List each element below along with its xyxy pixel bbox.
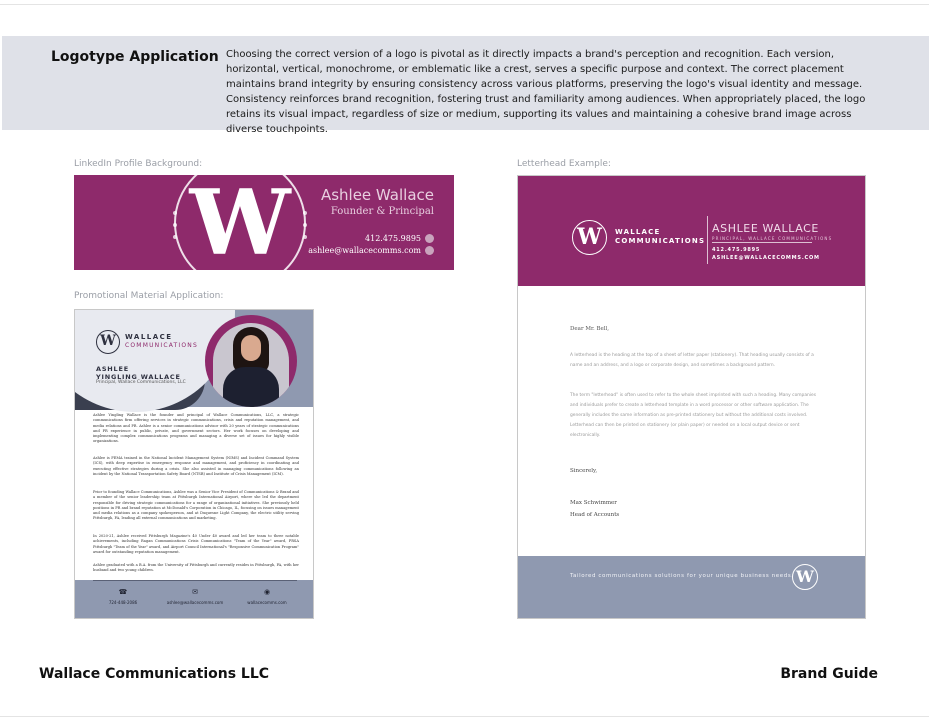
decor-dot xyxy=(303,235,307,239)
letterhead-tagline: Tailored communications solutions for your unique business needs. xyxy=(570,573,794,579)
letter-paragraph: A letterhead is the heading at the top of a sheet of letter paper (stationery). That heading usually consists of a name and an address, and a logo or corporate design, and sometimes a background pattern. xyxy=(570,353,814,368)
intro-paragraph: Choosing the correct version of a logo is pivotal as it directly impacts a brand's perception and recognition. Each version, horizontal, vertical, monochrome, or emblematic like a crest, serves a specific purpose and context. The correct placement maintains brand integrity by ensuring consistency across various platforms, preserving the logo's visual identity and message. Consistency reinforces brand recognition, fostering trust and familiarity among audiences. When appropriately placed, the logo retains its visual impact, regardless of size or medium, supporting its values and maintaining a cohesive brand image across diverse touchpoints. xyxy=(226,49,866,135)
phone-icon: ☎ xyxy=(118,588,128,596)
intro-section xyxy=(2,36,929,135)
flyer-footer-phone-text: 724-448-2086 xyxy=(108,600,138,605)
w-logo-icon: W xyxy=(189,175,291,270)
banner-name: Ashlee Wallace xyxy=(320,186,434,204)
flyer-brand-name: WALLACE xyxy=(125,333,173,341)
letterhead-divider xyxy=(707,216,708,264)
flyer-paragraph: Ashlee is FEMA trained in the National Incident Management System (NIMS) and Incident Command System (ICS), with deep expertise in emergency response and management, and proficiency in coordinating and executing effective strategies during a crisis. She also assisted in managing communications following an incident by the National Transportation Safety Board (NTSB) and Institute of Crisis Management (ICM). xyxy=(93,456,299,476)
flyer-footer-email-text: ashlee@wallacecomms.com xyxy=(166,600,224,605)
flyer-footer-rule xyxy=(93,580,297,581)
flyer-person-first: ASHLEE xyxy=(96,365,129,373)
w-logo-icon: W xyxy=(96,330,120,354)
flyer-footer-website xyxy=(237,588,297,605)
letter-paragraph: The term "letterhead" is often used to refer to the whole sheet imprinted with such a heading. Many companies and individuals prefer to create a letterhead template in a word processor or other software application. The generally includes the same information as pre-printed stationery but without the additional costs involved. Letterhead can then be printed on stationery (or plain paper) or needed on a local output device or sent electronically. xyxy=(570,393,817,438)
section-title: Logotype Application xyxy=(51,49,219,65)
decor-dot xyxy=(303,223,307,227)
letterhead-subtitle: PRINCIPAL, WALLACE COMMUNICATIONS xyxy=(712,236,833,241)
phone-icon xyxy=(425,234,434,243)
promo-caption: Promotional Material Application: xyxy=(74,291,224,301)
w-logo-icon: W xyxy=(572,220,607,255)
flyer-brand-sub: COMMUNICATIONS xyxy=(125,342,198,349)
banner-role: Founder & Principal xyxy=(330,206,434,217)
letterhead-name: ASHLEE WALLACE xyxy=(712,222,819,235)
decor-dot xyxy=(173,211,177,215)
letterhead-email: ASHLEE@WALLACECOMMS.COM xyxy=(712,255,820,261)
portrait-photo xyxy=(205,315,297,407)
portrait-backdrop xyxy=(213,323,289,407)
banner-email-text: ashlee@wallacecomms.com xyxy=(308,246,421,255)
letterhead xyxy=(517,175,866,619)
decor-dot xyxy=(173,235,177,239)
letter-salutation: Dear Mr. Bell, xyxy=(570,326,610,332)
flyer-paragraph: Ashlee graduated with a B.A. from the University of Pittsburgh and currently resides in Pittsburgh, PA, with her husband and two young children. xyxy=(93,563,299,573)
decor-dot xyxy=(303,211,307,215)
letter-closing: Sincerely, xyxy=(570,468,598,474)
flyer-person-name xyxy=(96,365,181,381)
decor-dot xyxy=(173,223,177,227)
flyer-footer-website-text: wallacecomms.com xyxy=(247,600,287,605)
w-logo-icon: W xyxy=(792,564,818,590)
flyer-footer-email xyxy=(165,588,225,605)
letter-signer-name: Max Schwimmer xyxy=(570,500,617,506)
banner-phone xyxy=(365,234,434,243)
footer-company: Wallace Communications LLC xyxy=(39,666,270,682)
flyer-person-last: YINGLING WALLACE xyxy=(96,373,181,381)
flyer-paragraph: Prior to founding Wallace Communications, Ashlee was a Senior Vice President of Communications & Brand and a member of the senior leadership team at Pittsburgh International Airport, where she led the department responsible for driving strategic communications for a range of organizational initiatives. She previously held positions in PR and brand reputation at McDonald's Corporation in Chicago, IL, focusing on issues management and media relations as a company spokesperson, and at Duquesne Light Company, the electric utility serving Pittsburgh, PA, leading all external communications and marketing. xyxy=(93,490,299,521)
promo-flyer xyxy=(74,309,314,619)
letterhead-footer xyxy=(518,556,866,619)
globe-icon: ◉ xyxy=(263,588,271,596)
letter-signer-title: Head of Accounts xyxy=(570,512,620,518)
letterhead-brand xyxy=(615,228,705,246)
letterhead-brand-line2: COMMUNICATIONS xyxy=(615,237,706,245)
banner-phone-text: 412.475.9895 xyxy=(365,234,421,243)
flyer-header xyxy=(75,310,314,407)
portrait-face xyxy=(241,335,261,361)
letterhead-phone: 412.475.9895 xyxy=(712,247,761,253)
letterhead-subtitle-rule xyxy=(712,242,812,243)
letterhead-caption: Letterhead Example: xyxy=(517,159,611,169)
flyer-footer-phone xyxy=(93,588,153,605)
letterhead-brand-line1: WALLACE xyxy=(615,228,661,236)
linkedin-banner xyxy=(74,175,454,270)
flyer-footer xyxy=(75,580,314,619)
letterhead-header xyxy=(518,176,866,286)
flyer-person-title: Principal, Wallace Communications, LLC xyxy=(96,380,186,385)
email-icon: ✉ xyxy=(192,588,198,596)
flyer-paragraph: Ashlee Yingling Wallace is the founder and principal of Wallace Communications, LLC, a strategic communications firm offering services in strategic communications, crisis and reputation management, and media relations and PR. Ashlee is a senior communications advisor with 20 years of strategic communications and PR experience in public, private, and government sectors. Her work focuses on developing and implementing complex communications programs and managing a diverse set of issues for highly visible organizations. xyxy=(93,413,299,444)
banner-email xyxy=(308,246,434,255)
portrait-body xyxy=(223,367,279,407)
linkedin-caption: LinkedIn Profile Background: xyxy=(74,159,203,169)
flyer-paragraph: In 2020-21, Ashlee received Pittsburgh Magazine's 40 Under 40 award and led her team to three notable achievements, including Ragan Communications Crisis Communications "Team of the Year" award, PRSA Pittsburgh "Team of the Year" award, and Airport Council International's "Responsive Communication Program" award for outstanding reputation management. xyxy=(93,534,299,554)
footer-doc-title: Brand Guide xyxy=(780,666,878,682)
email-icon xyxy=(425,246,434,255)
top-divider xyxy=(0,4,929,5)
bottom-divider xyxy=(0,716,929,717)
